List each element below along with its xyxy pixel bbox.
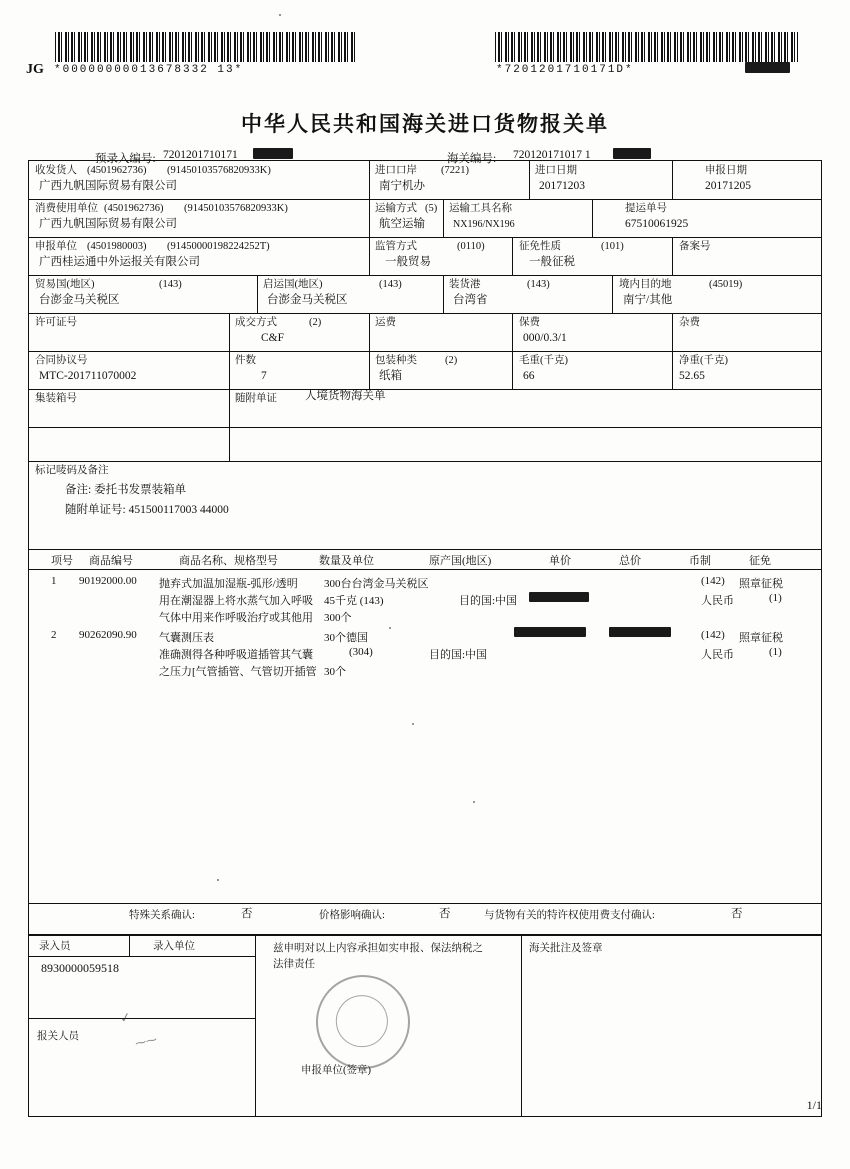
rule <box>369 161 370 275</box>
rule <box>29 351 821 352</box>
net-label: 净重(千克) <box>679 355 728 366</box>
rule <box>255 936 256 1116</box>
terms-code: (2) <box>309 317 322 328</box>
bill-no-value: 67510061925 <box>625 218 689 230</box>
terms-value: C&F <box>261 332 285 344</box>
declare-date-value: 20171205 <box>705 180 751 192</box>
form-table <box>28 160 822 935</box>
rule <box>29 199 821 200</box>
goods-code: 90192000.00 <box>79 575 137 587</box>
net-value: 52.65 <box>679 370 705 382</box>
load-port-code: (143) <box>527 279 550 290</box>
consignee-code2: (91450103576820933K) <box>167 165 271 176</box>
insurance-value: 000/0.3/1 <box>523 332 567 344</box>
declarant-name: 广西桂运通中外运报关有限公司 <box>39 256 200 268</box>
package-type-code: (2) <box>445 355 458 366</box>
goods-header-unit-price: 单价 <box>549 555 571 567</box>
rule <box>129 936 130 956</box>
rule <box>443 199 444 237</box>
operator-label: 录入员 <box>39 941 71 952</box>
rule <box>29 956 255 957</box>
goods-qty-line: (304) <box>349 646 373 658</box>
bill-no-label: 提运单号 <box>625 203 667 214</box>
entry-no-value: 7201201710171 <box>163 149 238 161</box>
barcode-right <box>495 32 798 62</box>
load-port-value: 台湾省 <box>453 294 488 306</box>
rule <box>512 313 513 351</box>
trade-country-code: (143) <box>159 279 182 290</box>
declarant-code2: (91450000198224252T) <box>167 241 270 252</box>
freight-label: 运费 <box>375 317 396 328</box>
goods-qty-line: 45千克 (143) <box>324 595 384 607</box>
price-influence-value: 否 <box>439 908 451 920</box>
packages-value: 7 <box>261 370 267 382</box>
transport-mode-value: 航空运输 <box>379 218 425 230</box>
contract-label: 合同协议号 <box>35 355 88 366</box>
goods-item-no: 1 <box>51 575 57 587</box>
rule <box>612 275 613 313</box>
goods-qty-line: 30个德国 <box>324 632 368 644</box>
dest-value: 南宁/其他 <box>623 294 673 306</box>
load-port-label: 装货港 <box>449 279 481 290</box>
rule <box>29 549 821 550</box>
goods-exemption-code: 照章征税 <box>739 578 783 590</box>
import-date-label: 进口日期 <box>535 165 577 176</box>
attach-label: 随附单证 <box>235 393 277 404</box>
goods-name-line: 之压力[气管插管、气管切开插管 <box>159 666 317 678</box>
redaction-bar <box>745 62 790 73</box>
marks-label: 标记唛码及备注 <box>35 465 109 476</box>
declare-date-label: 申报日期 <box>705 165 747 176</box>
statement-line-2: 法律责任 <box>273 959 315 970</box>
trade-country-value: 台澎金马关税区 <box>39 294 120 306</box>
footer-table <box>28 935 822 1117</box>
redaction-bar-price-1 <box>529 592 589 602</box>
depart-country-label: 启运国(地区) <box>263 279 323 290</box>
depart-country-code: (143) <box>379 279 402 290</box>
rule <box>369 313 370 351</box>
rule <box>29 237 821 238</box>
insurance-label: 保费 <box>519 317 540 328</box>
marks-line-1: 备注: 委托书发票装箱单 <box>65 484 187 496</box>
packages-label: 件数 <box>235 355 256 366</box>
rule <box>672 351 673 389</box>
consignee-label: 收发货人 <box>35 165 77 176</box>
goods-name-line: 气体中用来作呼吸治疗或其他用 <box>159 612 313 624</box>
rule <box>29 903 821 904</box>
royalty-value: 否 <box>731 908 743 920</box>
license-label: 许可证号 <box>35 317 77 328</box>
operator-value: 8930000059518 <box>41 961 119 975</box>
goods-item-no: 2 <box>51 629 57 641</box>
barcode-right-number: *7201201710171D* <box>496 64 634 76</box>
goods-exemption: (1) <box>769 646 782 658</box>
goods-qty-line: 30个 <box>324 666 346 678</box>
consumer-name: 广西九帆国际贸易有限公司 <box>39 218 177 230</box>
rule <box>672 237 673 275</box>
terms-label: 成交方式 <box>235 317 277 328</box>
goods-header-name-spec: 商品名称、规格型号 <box>179 555 278 567</box>
transport-mode-code: (5) <box>425 203 438 214</box>
barcode-left <box>55 32 355 62</box>
consumer-code2: (91450103576820933K) <box>184 203 288 214</box>
package-type-label: 包装种类 <box>375 355 417 366</box>
misc-label: 杂费 <box>679 317 700 328</box>
rule <box>672 161 673 199</box>
customs-label: 海关批注及签章 <box>529 943 603 954</box>
rule <box>512 351 513 389</box>
rule <box>512 237 513 275</box>
port-value: 南宁机办 <box>379 180 425 192</box>
rule <box>29 389 821 390</box>
record-label: 备案号 <box>679 241 711 252</box>
transport-name-label: 运输工具名称 <box>449 203 512 214</box>
dest-label: 境内目的地 <box>619 279 672 290</box>
declarant-code: (4501980003) <box>87 241 147 252</box>
barcode-left-number: *00000000013678332 13* <box>54 64 244 76</box>
rule <box>529 161 530 199</box>
rule <box>521 936 522 1116</box>
rule <box>229 313 230 351</box>
goods-origin-line: 目的国:中国 <box>429 649 488 661</box>
gross-value: 66 <box>523 370 535 382</box>
import-date-value: 20171203 <box>539 180 585 192</box>
redaction-bar-total-price-2 <box>609 627 671 637</box>
rule <box>369 351 370 389</box>
goods-currency: 人民币 <box>701 649 734 661</box>
rule <box>29 1018 255 1019</box>
supervise-code: (0110) <box>457 241 485 252</box>
page-number: 1/1 <box>806 1098 822 1112</box>
transport-mode-label: 运输方式 <box>375 203 417 214</box>
goods-header-qty-unit: 数量及单位 <box>319 555 374 567</box>
scan-speck <box>389 627 391 629</box>
goods-exemption-code: 照章征税 <box>739 632 783 644</box>
goods-header-origin: 原产国(地区) <box>429 555 492 567</box>
rule <box>229 389 230 461</box>
redaction-bar-unit-price-2 <box>514 627 586 637</box>
levy-code: (101) <box>601 241 624 252</box>
attach-value: 人境货物海关单 <box>305 390 386 402</box>
package-type-value: 纸箱 <box>379 370 402 382</box>
rule <box>29 275 821 276</box>
dest-code: (45019) <box>709 279 743 290</box>
goods-header-code: 商品编号 <box>89 555 133 567</box>
levy-label: 征免性质 <box>519 241 561 252</box>
depart-country-value: 台澎金马关税区 <box>267 294 348 306</box>
goods-header-currency: 币制 <box>689 555 711 567</box>
barcode-prefix-text: JG <box>26 62 44 77</box>
goods-qty-line: 300台台湾金马关税区 <box>324 578 429 590</box>
supervise-value: 一般贸易 <box>385 256 431 268</box>
customs-no-value: 720120171017 1 <box>513 149 591 161</box>
goods-header-exemption: 征免 <box>749 555 771 567</box>
rule <box>592 199 593 237</box>
statement-line-1: 兹申明对以上内容承担如实申报、保法纳税之 <box>273 943 483 954</box>
transport-name-value: NX196/NX196 <box>453 219 515 230</box>
redaction-bar-entry <box>253 148 293 159</box>
goods-header-total-price: 总价 <box>619 555 641 567</box>
trade-country-label: 贸易国(地区) <box>35 279 95 290</box>
customs-no-label: 海关编号: <box>447 153 497 165</box>
levy-value: 一般征税 <box>529 256 575 268</box>
supervise-label: 监管方式 <box>375 241 417 252</box>
goods-currency-code: (142) <box>701 575 725 587</box>
seal-label: 申报单位(签章) <box>301 1065 371 1076</box>
rule <box>672 313 673 351</box>
goods-qty-line: 300个 <box>324 612 352 624</box>
marks-line-2: 随附单证号: 451500117003 44000 <box>65 504 229 516</box>
scan-speck <box>412 723 414 725</box>
goods-header-item-no: 项号 <box>51 555 73 567</box>
consignee-code: (4501962736) <box>87 165 147 176</box>
goods-origin-line: 目的国:中国 <box>459 595 518 607</box>
scan-speck <box>279 14 281 16</box>
port-label: 进口口岸 <box>375 165 417 176</box>
consumer-label: 消费使用单位 <box>35 203 98 214</box>
rule <box>29 427 821 428</box>
special-relation-label: 特殊关系确认: <box>129 910 195 921</box>
rule <box>29 569 821 570</box>
contract-value: MTC-201711070002 <box>39 370 137 382</box>
goods-exemption: (1) <box>769 592 782 604</box>
goods-name-line: 气囊测压表 <box>159 632 214 644</box>
rule <box>29 313 821 314</box>
goods-currency: 人民币 <box>701 595 734 607</box>
container-label: 集装箱号 <box>35 393 77 404</box>
rule <box>29 461 821 462</box>
goods-name-line: 准确测得各种呼吸道插管其气囊 <box>159 649 313 661</box>
goods-code: 90262090.90 <box>79 629 137 641</box>
royalty-label: 与货物有关的特许权使用费支付确认: <box>484 910 655 921</box>
gross-label: 毛重(千克) <box>519 355 568 366</box>
special-relation-value: 否 <box>241 908 253 920</box>
scan-speck <box>217 879 219 881</box>
scan-speck <box>473 801 475 803</box>
page-title: 中华人民共和国海关进口货物报关单 <box>241 112 609 136</box>
rule <box>257 275 258 313</box>
consumer-code: (4501962736) <box>104 203 164 214</box>
handwritten-mark-2: ⁓⁓ <box>134 1033 159 1051</box>
rule <box>229 351 230 389</box>
price-influence-label: 价格影响确认: <box>319 910 385 921</box>
port-code: (7221) <box>441 165 469 176</box>
goods-currency-code: (142) <box>701 629 725 641</box>
operator-unit-label: 录入单位 <box>153 941 195 952</box>
redaction-bar-customs <box>613 148 651 159</box>
consignee-name: 广西九帆国际贸易有限公司 <box>39 180 177 192</box>
rule <box>443 275 444 313</box>
goods-name-line: 抛弃式加温加湿瓶-弧形/透明 <box>159 578 298 590</box>
entry-no-label: 预录入编号: <box>95 153 156 165</box>
declarant-person-label: 报关人员 <box>37 1031 79 1042</box>
handwritten-mark: ✓ <box>118 1009 133 1026</box>
declarant-label: 申报单位 <box>35 241 77 252</box>
goods-name-line: 用在潮湿器上将水蒸气加入呼吸 <box>159 595 313 607</box>
